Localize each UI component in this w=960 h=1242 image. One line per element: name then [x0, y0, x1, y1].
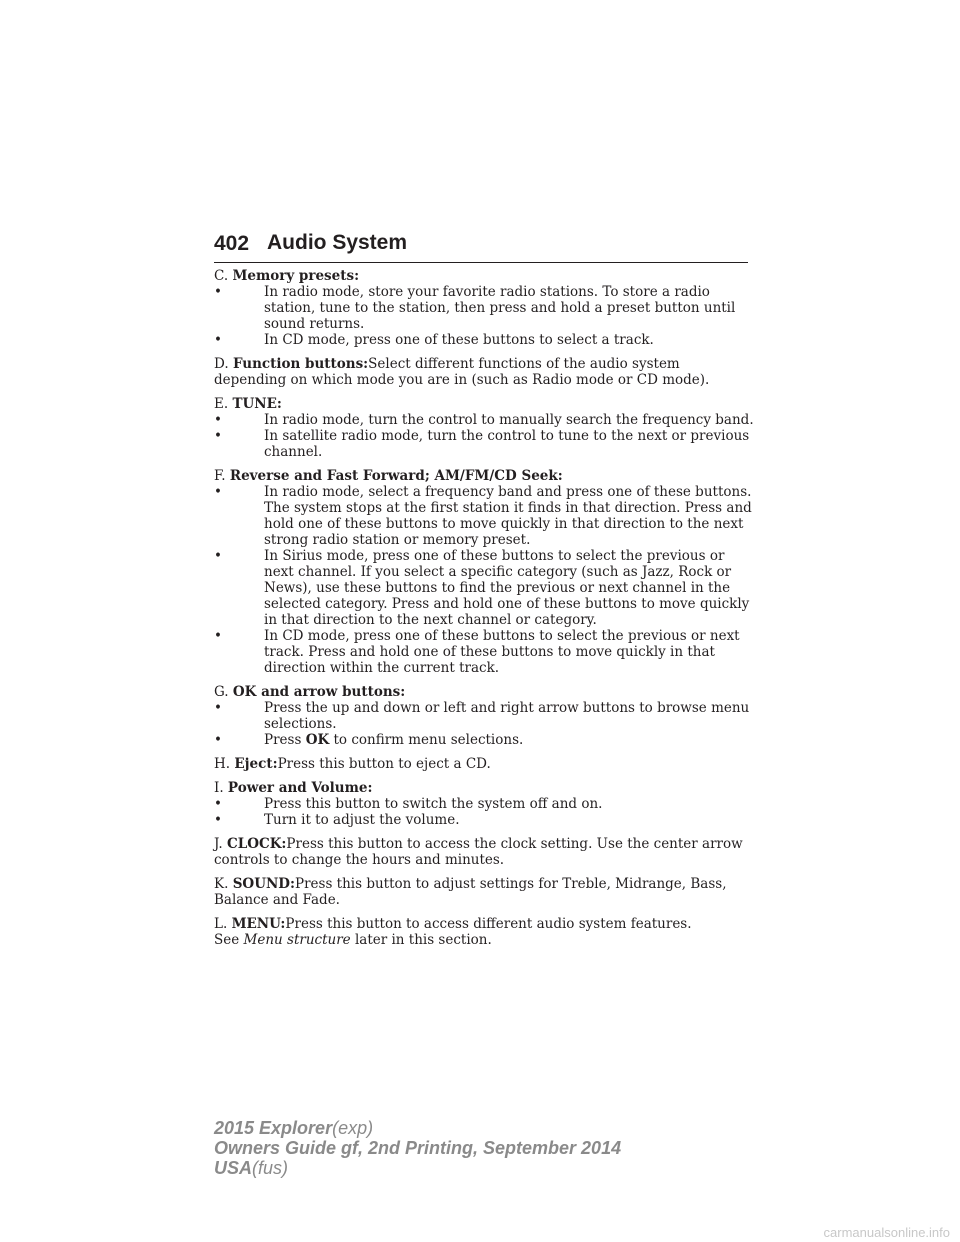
- entry-term: Power and Volume:: [227, 780, 373, 796]
- footer-market-code: (fus): [252, 1158, 289, 1178]
- entry-text: Press this button to access the clock setting. Use the center arrow controls to change the hours and minutes.: [214, 836, 743, 868]
- footer-line-model: [214, 1118, 621, 1138]
- entry-power-volume: [214, 780, 754, 828]
- bullet-suffix: to confirm menu selections.: [329, 732, 524, 748]
- entry-sound: [214, 876, 754, 908]
- footer-market: USA: [214, 1158, 253, 1178]
- entry-text: Press this button to eject a CD.: [277, 756, 491, 772]
- content: [214, 268, 754, 956]
- entry-letter: D.: [214, 356, 229, 372]
- entry-eject: [214, 756, 754, 772]
- list-item: • Press this button to switch the system off and on.: [214, 796, 754, 812]
- list-item: • In Sirius mode, press one of these buttons to select the previous or next channel. If you select a specific category (such as Jazz, Rock or News), use these buttons to find the previous or next channel in the selected category. Press and hold one of these buttons to move quickly in that direction to the next channel or category.: [214, 548, 754, 628]
- bullet-list: [214, 484, 754, 676]
- entry-letter: H.: [214, 756, 231, 772]
- see-suffix: later in this section.: [350, 932, 492, 948]
- list-item: • Turn it to adjust the volume.: [214, 812, 754, 828]
- list-item: [214, 732, 754, 748]
- watermark: carmanualsonline.info: [823, 1225, 950, 1240]
- list-item: • Press the up and down or left and right arrow buttons to browse menu selections.: [214, 700, 754, 732]
- entry-term: MENU:: [231, 916, 286, 932]
- entry-seek: [214, 468, 754, 676]
- page-footer: [214, 1118, 621, 1178]
- entry-memory-presets: [214, 268, 754, 348]
- entry-letter: J.: [214, 836, 223, 852]
- footer-model-code: (exp): [332, 1118, 374, 1138]
- bullet-list: [214, 284, 754, 348]
- entry-text: Press this button to access different audio system features.: [285, 916, 692, 932]
- see-prefix: See: [214, 932, 244, 948]
- footer-line-market: [214, 1158, 621, 1178]
- list-item: • In CD mode, press one of these buttons to select a track.: [214, 332, 754, 348]
- list-item: • In radio mode, turn the control to manually search the frequency band.: [214, 412, 754, 428]
- entry-term: TUNE:: [232, 396, 282, 412]
- section-title: Audio System: [267, 231, 408, 254]
- list-item: • In radio mode, select a frequency band and press one of these buttons. The system stops at the first station it finds in that direction. Press and hold one of these buttons to move quickly in that direction to the next strong radio station or memory preset.: [214, 484, 754, 548]
- entry-clock: [214, 836, 754, 868]
- footer-line-guide: Owners Guide gf, 2nd Printing, September 2014: [214, 1138, 622, 1158]
- page-header: [214, 228, 748, 263]
- entry-letter: L.: [214, 916, 228, 932]
- bullet-list: [214, 412, 754, 460]
- footer-model: 2015 Explorer: [214, 1118, 333, 1138]
- entry-text: Press this button to adjust settings for Treble, Midrange, Bass, Balance and Fade.: [214, 876, 727, 908]
- entry-term: Reverse and Fast Forward; AM/FM/CD Seek:: [229, 468, 563, 484]
- list-item: • In radio mode, store your favorite radio stations. To store a radio station, tune to the station, then press and hold a preset button until sound returns.: [214, 284, 754, 332]
- entry-letter: I.: [214, 780, 224, 796]
- entry-term: Memory presets:: [232, 268, 360, 284]
- entry-letter: F.: [214, 468, 226, 484]
- list-item: • In satellite radio mode, turn the control to tune to the next or previous channel.: [214, 428, 754, 460]
- entry-term: Function buttons:: [232, 356, 369, 372]
- entry-ok-arrow-buttons: [214, 684, 754, 748]
- cross-reference-link[interactable]: Menu structure: [243, 932, 351, 948]
- bullet-list: [214, 700, 754, 748]
- entry-menu: [214, 916, 754, 948]
- entry-term: SOUND:: [232, 876, 295, 892]
- entry-term: Eject:: [234, 756, 278, 772]
- entry-text: Select different functions of the audio system depending on which mode you are in (such as Radio mode or CD mode).: [214, 356, 710, 388]
- entry-function-buttons: [214, 356, 754, 388]
- bullet-list: [214, 796, 754, 828]
- page-number: 402: [214, 232, 250, 255]
- list-item: • In CD mode, press one of these buttons to select the previous or next track. Press and hold one of these buttons to move quickly in that direction within the current track.: [214, 628, 754, 676]
- entry-letter: G.: [214, 684, 229, 700]
- entry-tune: [214, 396, 754, 460]
- entry-letter: E.: [214, 396, 229, 412]
- entry-term: CLOCK:: [226, 836, 287, 852]
- entry-letter: C.: [214, 268, 229, 284]
- entry-term: OK and arrow buttons:: [232, 684, 406, 700]
- bullet-prefix: Press: [264, 732, 306, 748]
- entry-letter: K.: [214, 876, 229, 892]
- ok-term: OK: [305, 732, 330, 748]
